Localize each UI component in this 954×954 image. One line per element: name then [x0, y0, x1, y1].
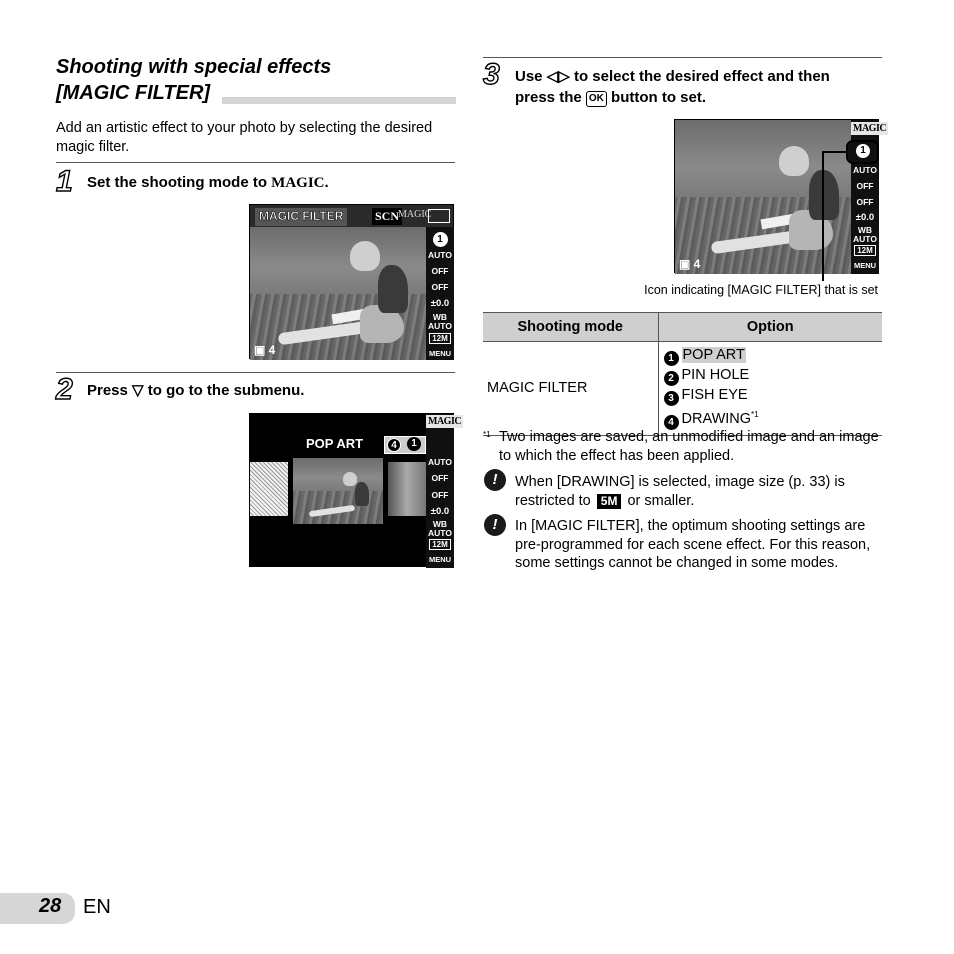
camera-screen-1 — [249, 204, 454, 359]
step3-number: 3 — [483, 58, 500, 91]
mode-cell: MAGIC FILTER — [483, 342, 658, 436]
camera-screen-2 — [249, 413, 462, 567]
note-2-text: In [MAGIC FILTER], the optimum shooting settings are pre-programmed for each scene effect. For this reason, some settings cannot be changed in some modes. — [515, 518, 871, 571]
sample-photo — [250, 227, 426, 360]
title-underline — [222, 97, 456, 104]
intro-text: Add an artistic effect to your photo by selecting the desired magic filter. — [56, 120, 433, 155]
option-label: FISH EYE — [681, 387, 748, 403]
wb-auto-icon: WB AUTO — [428, 312, 452, 331]
step2-number: 2 — [56, 373, 73, 406]
exposure-icon: ±0.0 — [855, 212, 875, 223]
tab-scn: SCN — [372, 208, 402, 225]
footnote-mark: *1 — [483, 430, 491, 439]
step2-text — [87, 380, 447, 401]
shots-remaining: ▣ 4 — [679, 257, 701, 271]
header-option: Option — [658, 313, 882, 342]
option-item — [664, 406, 883, 430]
ok-button-icon: OK — [586, 91, 607, 107]
option-item — [664, 386, 883, 406]
shots-remaining: ▣ 4 — [254, 343, 276, 357]
self-timer-off-icon: OFF — [431, 282, 449, 292]
macro-off-icon: OFF — [431, 266, 449, 276]
footnote-ref: *1 — [751, 410, 759, 419]
step3-divider — [483, 57, 882, 58]
table-row — [483, 342, 882, 436]
self-timer-off-icon: OFF — [431, 490, 449, 500]
menu-icon: MENU — [428, 555, 452, 564]
option-2-icon: 2 — [664, 371, 679, 386]
caution-icon: ! — [484, 469, 506, 491]
left-right-arrow-icon: ◁▷ — [546, 68, 570, 85]
flash-auto-icon: AUTO — [853, 165, 877, 175]
wb-auto-icon: WB AUTO — [853, 225, 877, 244]
step1-text — [87, 172, 447, 194]
pin-hole-preview — [250, 462, 288, 516]
wb-auto-icon: WB AUTO — [428, 519, 452, 538]
screen2-sidebar — [426, 414, 462, 568]
callout-line-h — [822, 151, 847, 153]
magic-mode-icon: MAGIC — [271, 175, 325, 191]
shots-count: 4 — [693, 257, 701, 271]
filter-4-icon: 4 — [387, 438, 401, 452]
callout-line-v — [822, 151, 824, 281]
filter-1-icon: 1 — [433, 232, 448, 247]
step3-line2-before: press the — [515, 89, 582, 106]
magic-filter-indicator-highlight — [846, 140, 879, 164]
flash-auto-icon: AUTO — [428, 250, 452, 260]
shots-count: 4 — [268, 343, 276, 357]
note-1-text — [515, 473, 880, 510]
caution-icon: ! — [484, 514, 506, 536]
image-size-icon: 12M — [429, 539, 451, 550]
indicator-caption: Icon indicating [MAGIC FILTER] that is set — [644, 283, 878, 297]
exposure-icon: ±0.0 — [430, 298, 450, 309]
screen1-sidebar — [426, 227, 454, 360]
option-4-icon: 4 — [664, 415, 679, 430]
menu-icon: MENU — [428, 349, 452, 358]
option-label: PIN HOLE — [681, 367, 750, 383]
step1-divider — [56, 162, 455, 163]
section-title-line2: [MAGIC FILTER] — [56, 82, 211, 104]
step1-number: 1 — [56, 165, 73, 198]
macro-off-icon: OFF — [856, 181, 874, 191]
option-3-icon: 3 — [664, 391, 679, 406]
option-1-icon: 1 — [664, 351, 679, 366]
table-header-row — [483, 313, 882, 342]
flash-auto-icon: AUTO — [428, 457, 452, 467]
page-number-bar — [0, 893, 75, 924]
image-size-5m-icon: 5M — [597, 494, 622, 509]
panorama-icon — [428, 209, 450, 223]
step3-line1-after: to select the desired effect and then — [573, 68, 830, 85]
option-label: POP ART — [682, 347, 745, 363]
header-shooting-mode: Shooting mode — [483, 313, 658, 342]
step2-label-before: Press — [87, 382, 128, 399]
step2-label-after: to go to the submenu. — [147, 382, 305, 399]
option-item — [664, 346, 883, 366]
footnote-text: Two images are saved, an unmodified image and an image to which the effect has been applied. — [499, 429, 879, 464]
step3-line2-after: button to set. — [611, 89, 707, 106]
self-timer-off-icon: OFF — [856, 197, 874, 207]
step2-divider — [56, 372, 455, 373]
menu-icon: MENU — [853, 261, 877, 270]
page-number: 28 — [39, 895, 62, 917]
down-arrow-icon: ▽ — [132, 382, 144, 399]
image-size-icon: 12M — [429, 333, 451, 344]
step3-line1-before: Use — [515, 68, 543, 85]
option-item — [664, 366, 883, 386]
step1-suffix: . — [324, 174, 329, 191]
note-1-after: or smaller. — [627, 492, 695, 509]
exposure-icon: ±0.0 — [430, 506, 450, 517]
note-1-before: When [DRAWING] is selected, image size (p. 33) is restricted to — [515, 474, 845, 509]
image-size-icon: 12M — [854, 245, 876, 256]
language-label: EN — [83, 896, 111, 918]
step3-text — [515, 66, 885, 108]
filter-1-small-icon: 1 — [407, 437, 421, 451]
tab-magic-icon: MAGIC — [398, 209, 432, 220]
options-cell — [658, 342, 882, 436]
tab-magic-filter: MAGIC FILTER — [255, 208, 347, 226]
magic-mode-logo: MAGIC — [428, 416, 462, 427]
filter-1-indicator-icon: 1 — [856, 144, 870, 158]
section-title-line1: Shooting with special effects — [56, 56, 332, 78]
option-label: DRAWING — [681, 410, 752, 427]
selected-filter-label: POP ART — [306, 436, 364, 451]
fish-eye-preview — [388, 462, 426, 516]
pop-art-preview — [293, 458, 383, 524]
step1-label: Set the shooting mode to — [87, 174, 267, 191]
macro-off-icon: OFF — [431, 473, 449, 483]
options-table — [483, 312, 882, 436]
sample-photo-3 — [675, 120, 851, 274]
magic-mode-logo: MAGIC — [853, 123, 887, 134]
